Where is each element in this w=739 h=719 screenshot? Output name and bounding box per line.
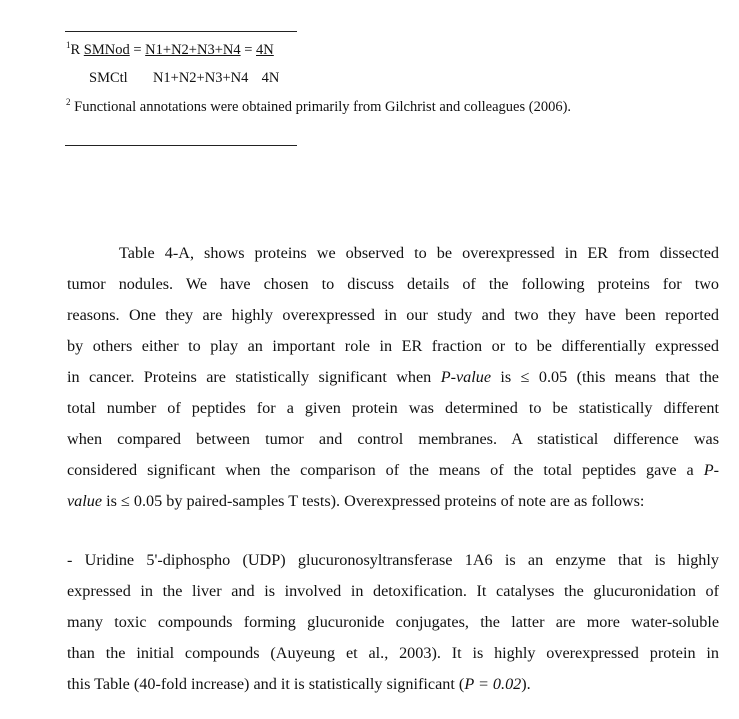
paragraph-1-line-9-b: is ≤ 0.05 by paired-samples T tests). Overexpressed proteins of note are as follows:: [102, 492, 645, 510]
p-value-term-end: value: [67, 492, 103, 510]
footnote-separator-bottom: [65, 145, 297, 146]
paragraph-2-line-5-b: ).: [521, 675, 531, 693]
paragraph-1-line-5: [67, 362, 719, 393]
paragraph-1-line-6: total number of peptides for a given protein was determined to be statistically different: [67, 399, 719, 417]
footnote-1-numerator-line: [66, 42, 274, 59]
paragraph-1-line-8: [67, 455, 719, 486]
footnote-1-smctl: SMCtl: [89, 70, 128, 86]
footnote-1-denominator-line: [89, 70, 279, 87]
paragraph-1-line-3: reasons. One they are highly overexpressed in our study and two they have been reported: [67, 306, 719, 324]
paragraph-1-line-5-b: is ≤ 0.05 (this means that the: [491, 368, 719, 386]
footnote-1-r: R: [70, 42, 81, 58]
footnote-1-bottom-val: 4N: [261, 70, 280, 86]
footnote-1-marker: 1: [66, 40, 71, 50]
p-value-term: P-value: [440, 368, 492, 386]
paragraph-1-line-4: by others either to play an important role in ER fraction or to be differentially expressed: [67, 337, 719, 355]
paragraph-1-line-7: when compared between tumor and control membranes. A statistical difference was: [67, 430, 719, 448]
footnote-1-bottom-sum: N1+N2+N3+N4: [152, 70, 249, 86]
footnote-1-top-sum: N1+N2+N3+N4: [145, 42, 241, 58]
paragraph-1-line-5-a: in cancer. Proteins are statistically significant when: [67, 368, 441, 386]
footnote-1-top-val: 4N: [256, 42, 274, 58]
footnote-1-eq: =: [133, 42, 142, 58]
body-paragraph-1: [67, 238, 719, 517]
p-value-result: P = 0.02: [464, 675, 522, 693]
paragraph-1-line-1: Table 4-A, shows proteins we observed to be overexpressed in ER from dissected: [119, 244, 719, 262]
paragraph-2-line-1: - Uridine 5'-diphospho (UDP) glucuronosyltransferase 1A6 is an enzyme that is highly: [67, 551, 719, 569]
body-paragraph-2: [67, 545, 719, 700]
paragraph-2-line-2: expressed in the liver and is involved in detoxification. It catalyses the glucuronidation of: [67, 582, 719, 600]
paragraph-1-line-8-a: considered significant when the comparison of the means of the total peptides gave a: [67, 461, 704, 479]
footnote-2-marker: 2: [66, 97, 71, 107]
footnote-1-smnod: SMNod: [83, 42, 130, 58]
footnote-separator-top: [65, 31, 297, 32]
footnote-1-eq2: =: [244, 42, 253, 58]
paragraph-1-line-2: tumor nodules. We have chosen to discuss details of the following proteins for two: [67, 275, 719, 293]
paragraph-2-line-5-a: this Table (40-fold increase) and it is statistically significant (: [67, 675, 465, 693]
footnote-2-text: Functional annotations were obtained primarily from Gilchrist and colleagues (2006).: [74, 99, 572, 115]
paragraph-2-line-5: [67, 669, 719, 700]
paragraph-1-line-9: [67, 486, 719, 517]
footnote-2: [66, 99, 571, 116]
paragraph-2-line-3: many toxic compounds forming glucuronide conjugates, the latter are more water-soluble: [67, 613, 719, 631]
paragraph-2-line-4: than the initial compounds (Auyeung et al., 2003). It is highly overexpressed protein in: [67, 644, 719, 662]
p-value-term-start: P-: [703, 461, 719, 479]
